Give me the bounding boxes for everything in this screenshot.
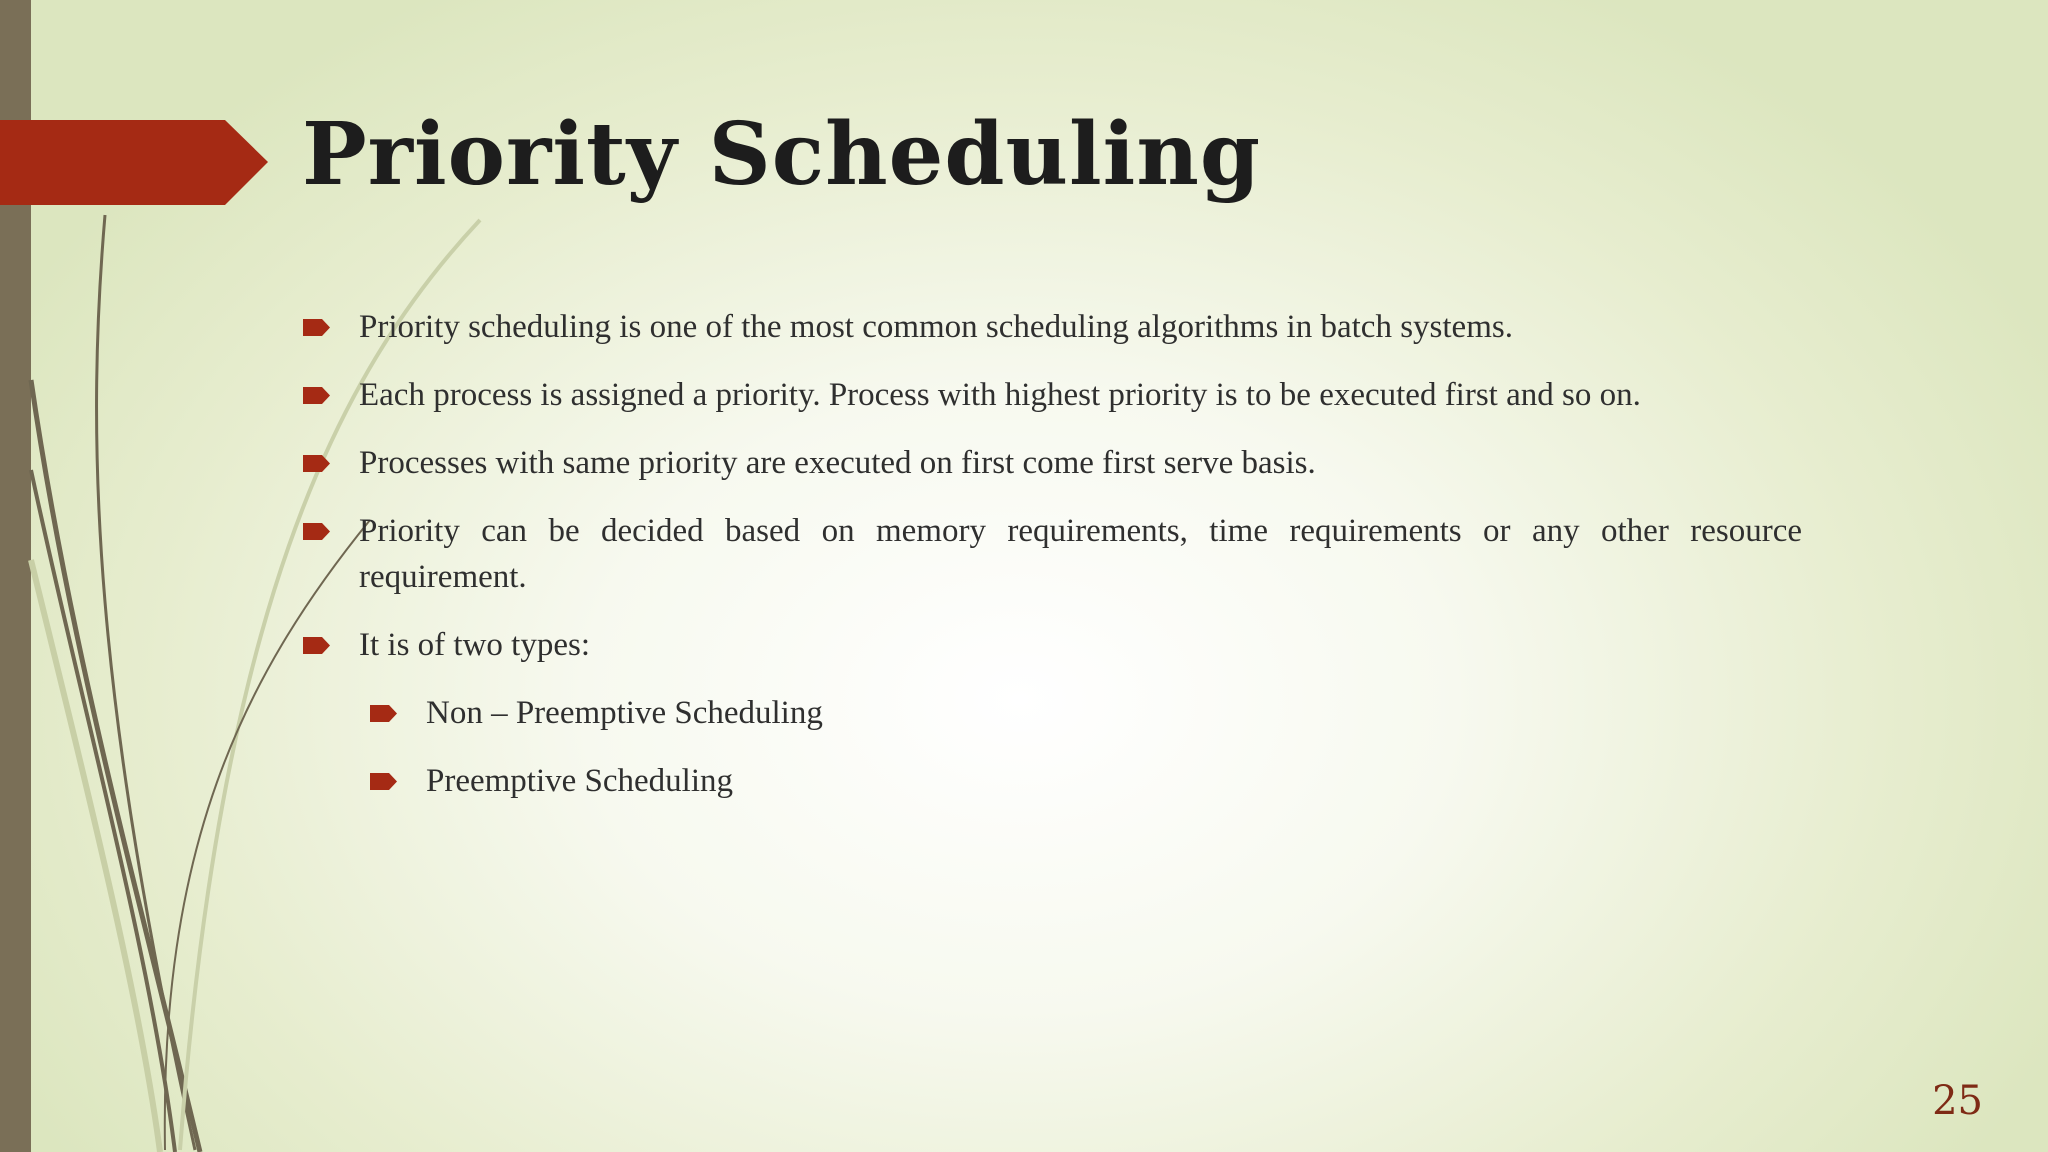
sub-bullet-item bbox=[367, 758, 1802, 804]
bullet-text: Each process is assigned a priority. Process with highest priority is to be executed first and so on. bbox=[359, 377, 1641, 413]
arrow-bullet-icon bbox=[303, 523, 330, 540]
bullet-list bbox=[300, 304, 1802, 826]
bullet-item bbox=[300, 372, 1802, 418]
sub-bullet-text: Preemptive Scheduling bbox=[426, 763, 734, 799]
arrow-bullet-icon bbox=[303, 455, 330, 472]
bullet-item bbox=[300, 508, 1802, 600]
title-accent-arrow bbox=[0, 120, 268, 205]
bullet-text: It is of two types: bbox=[359, 627, 590, 663]
page-number: 25 bbox=[1932, 1078, 1983, 1124]
bullet-item bbox=[300, 440, 1802, 486]
sub-bullet-item bbox=[367, 690, 1802, 736]
arrow-bullet-icon bbox=[303, 387, 330, 404]
bullet-text: Priority scheduling is one of the most common scheduling algorithms in batch systems. bbox=[359, 309, 1513, 345]
sub-bullet-text: Non – Preemptive Scheduling bbox=[426, 695, 823, 731]
bullet-item bbox=[300, 622, 1802, 668]
slide-title: Priority Scheduling bbox=[302, 104, 1261, 205]
bullet-text: Priority can be decided based on memory requirements, time requirements or any other resource requirement. bbox=[359, 513, 1802, 595]
arrow-bullet-icon bbox=[370, 705, 397, 722]
arrow-bullet-icon bbox=[303, 319, 330, 336]
bullet-item bbox=[300, 304, 1802, 350]
bullet-text: Processes with same priority are executed on first come first serve basis. bbox=[359, 445, 1316, 481]
arrow-bullet-icon bbox=[303, 637, 330, 654]
arrow-bullet-icon bbox=[370, 773, 397, 790]
